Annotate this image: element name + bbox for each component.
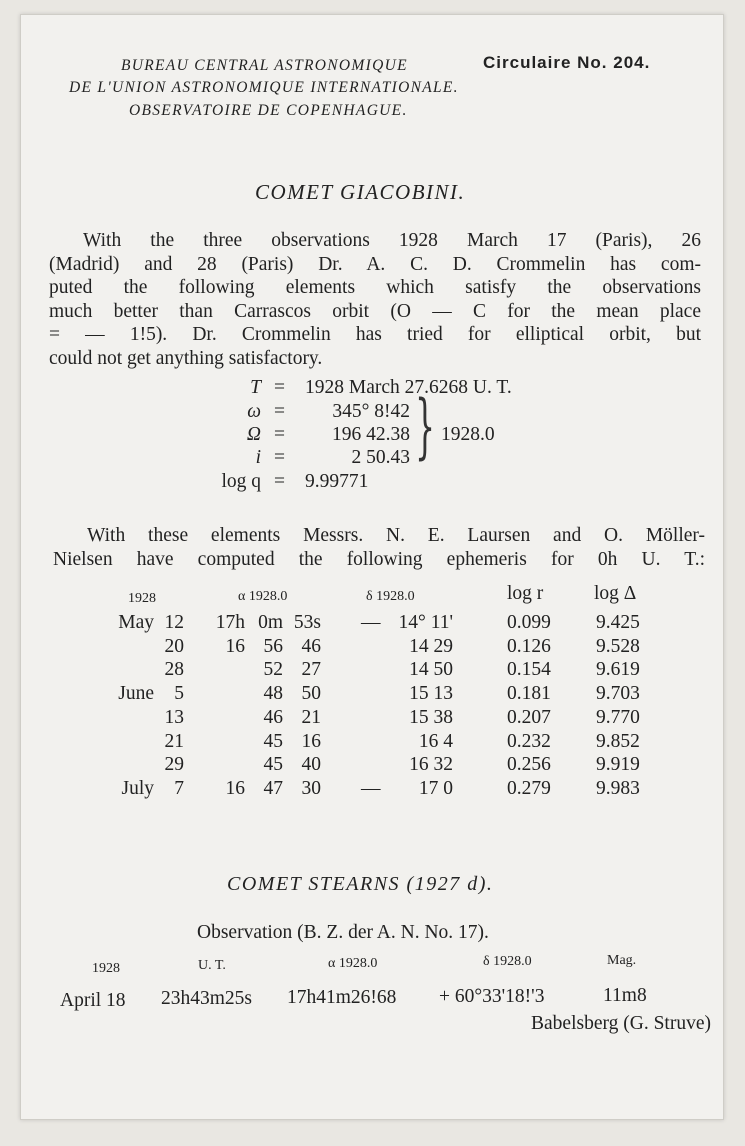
ephemeris-cell-logd: 9.619 [596, 659, 640, 681]
ephemeris-cell-logr: 0.256 [507, 754, 551, 776]
ephemeris-cell-dec-d: 14 50 [409, 659, 453, 681]
brace-symbol: } [415, 385, 436, 467]
ephemeris-cell-dec-sign: — [361, 612, 381, 633]
ephemeris-cell-ra-s: 16 [301, 730, 321, 752]
ephemeris-cell-logd: 9.425 [596, 612, 640, 633]
ephemeris-cell-logd: 9.770 [596, 706, 640, 728]
giacobini-title: COMET GIACOBINI. [255, 180, 466, 204]
ephemeris-cell-logd: 9.528 [596, 635, 640, 657]
ephemeris-cell-ra-m: 47 [263, 777, 283, 799]
stearns-header-dec: δ 1928.0 [483, 954, 532, 969]
element-symbol: i [255, 447, 261, 468]
para-line: could not get anything satisfactory. [49, 347, 323, 369]
stearns-header-ra: α 1928.0 [328, 956, 378, 971]
giacobini-paragraph [49, 229, 701, 370]
col-header-year: 1928 [128, 591, 156, 606]
stearns-mag: 11m8 [603, 985, 647, 1006]
ephemeris-intro [53, 524, 705, 571]
ephemeris-cell-logr: 0.154 [507, 659, 551, 681]
circular-card [20, 14, 724, 1120]
ephemeris-cell-ra-s: 27 [301, 659, 321, 681]
ephemeris-cell-logd: 9.852 [596, 730, 640, 752]
ephemeris-cell-logr: 0.181 [507, 683, 551, 705]
ephemeris-cell-day: 13 [164, 706, 184, 728]
ephemeris-cell-ra-m: 48 [263, 683, 283, 705]
ephemeris-cell-ra-m: 0m [258, 612, 283, 633]
ephemeris-cell-dec-d: 16 4 [418, 730, 453, 752]
ephemeris-cell-ra-m: 56 [263, 635, 283, 657]
element-equals: = [274, 447, 285, 468]
ephemeris-cell-day: 12 [164, 612, 184, 633]
ephemeris-cell-ra-h: 16 [225, 635, 245, 657]
ephemeris-cell-dec-d: 15 13 [409, 683, 453, 705]
element-value: 1928 March 27.6268 U. T. [305, 377, 512, 398]
element-symbol: Ω [246, 424, 261, 445]
ephemeris-cell-dec-d: 15 38 [409, 706, 453, 728]
element-value: 9.99771 [305, 471, 369, 492]
stearns-ut: 23h43m25s [161, 988, 253, 1009]
ephemeris-cell-month: July [121, 777, 154, 799]
ephemeris-cell-dec-sign: — [361, 777, 381, 799]
ephemeris-cell-logr: 0.232 [507, 730, 551, 752]
col-header-dec: δ 1928.0 [366, 589, 415, 604]
ephemeris-cell-day: 5 [174, 683, 184, 705]
ephemeris-cell-day: 7 [174, 777, 184, 799]
intro-line: Nielsen have computed the following ephemeris for 0h U. T.: [53, 548, 705, 570]
element-value: 345° 8!42 [332, 401, 410, 422]
ephemeris-cell-ra-s: 40 [301, 754, 321, 776]
element-equals: = [274, 424, 285, 445]
para-line: much better than Carrascos orbit (O — C for the mean place [49, 300, 701, 322]
ephemeris-cell-ra-s: 21 [301, 706, 321, 728]
para-line: (Madrid) and 28 (Paris) Dr. A. C. D. Crommelin has com- [49, 253, 701, 275]
element-equals: = [274, 401, 285, 422]
ephemeris-cell-logr: 0.126 [507, 635, 551, 657]
ephemeris-cell-ra-s: 30 [301, 777, 321, 799]
ephemeris-cell-logd: 9.983 [596, 777, 640, 799]
ephemeris-cell-dec-d: 16 32 [409, 754, 453, 776]
ephemeris-cell-logd: 9.703 [596, 683, 640, 705]
stearns-observer: Babelsberg (G. Struve) [531, 1013, 711, 1034]
ephemeris-cell-ra-m: 45 [263, 730, 283, 752]
intro-line: With these elements Messrs. N. E. Laursen and O. Möller- [87, 525, 705, 546]
header-line-2: DE L'UNION ASTRONOMIQUE INTERNATIONALE. [69, 79, 459, 96]
ephemeris-cell-logr: 0.099 [507, 612, 551, 633]
ephemeris-cell-ra-h: 16 [225, 777, 245, 799]
circular-number: Circulaire No. 204. [483, 53, 651, 72]
para-line: With the three observations 1928 March 17 (Paris), 26 [83, 230, 701, 251]
observation-title: Observation (B. Z. der A. N. No. 17). [197, 922, 489, 943]
ephemeris-cell-ra-m: 52 [263, 659, 283, 681]
stearns-header-mag: Mag. [607, 953, 637, 968]
para-line: = — 1!5). Dr. Crommelin has tried for elliptical orbit, but [49, 324, 701, 345]
ephemeris-cell-logr: 0.279 [507, 777, 551, 799]
ephemeris-cell-ra-s: 53s [293, 612, 321, 633]
ephemeris-cell-ra-m: 45 [263, 754, 283, 776]
stearns-title: COMET STEARNS (1927 d). [227, 873, 494, 895]
ephemeris-cell-ra-s: 50 [301, 683, 321, 705]
ephemeris-cell-dec-d: 14° 11' [398, 612, 453, 633]
col-header-logd: log Δ [594, 583, 637, 604]
col-header-logr: log r [507, 583, 544, 604]
stearns-header-ut: U. T. [198, 958, 226, 973]
ephemeris-cell-month: May [118, 612, 154, 633]
ephemeris-cell-day: 28 [164, 659, 184, 681]
ephemeris-cell-logr: 0.207 [507, 706, 551, 728]
ephemeris-cell-day: 20 [164, 635, 184, 657]
ephemeris-cell-ra-s: 46 [301, 635, 321, 657]
header-line-1: BUREAU CENTRAL ASTRONOMIQUE [121, 57, 408, 74]
equinox-label: 1928.0 [441, 424, 495, 445]
element-symbol: log q [221, 471, 261, 492]
element-symbol: T [250, 377, 261, 398]
element-value: 196 42.38 [332, 424, 410, 445]
element-value: 2 50.43 [351, 447, 410, 468]
ephemeris-cell-dec-d: 14 29 [409, 635, 453, 657]
ephemeris-cell-day: 29 [164, 754, 184, 776]
ephemeris-cell-ra-h: 17h [215, 612, 245, 633]
para-line: puted the following elements which satisfy the observations [49, 277, 701, 298]
element-symbol: ω [247, 401, 261, 422]
stearns-date: April 18 [60, 990, 126, 1011]
orbital-elements [181, 377, 581, 502]
stearns-dec: + 60°33'18!'3 [439, 986, 545, 1007]
col-header-ra: α 1928.0 [238, 589, 288, 604]
stearns-ra: 17h41m26!68 [287, 987, 397, 1008]
stearns-header-year: 1928 [92, 961, 120, 976]
ephemeris-cell-month: June [118, 683, 154, 705]
element-equals: = [274, 471, 285, 492]
ephemeris-cell-dec-d: 17 0 [418, 777, 453, 799]
element-equals: = [274, 377, 285, 398]
header-line-3: OBSERVATOIRE DE COPENHAGUE. [129, 102, 408, 119]
ephemeris-table [21, 583, 723, 813]
ephemeris-cell-logd: 9.919 [596, 754, 640, 776]
ephemeris-cell-ra-m: 46 [263, 706, 283, 728]
ephemeris-cell-day: 21 [164, 730, 184, 752]
